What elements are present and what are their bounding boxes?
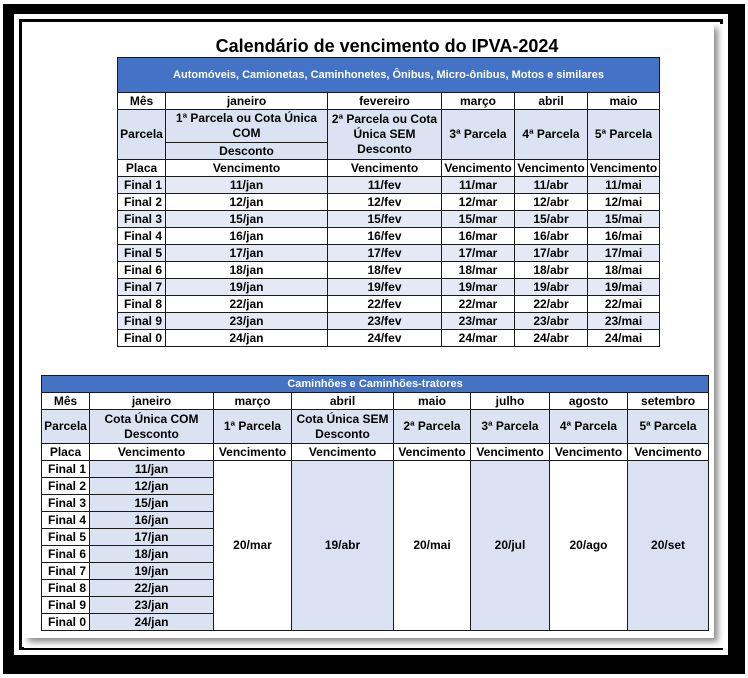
vencimento-cell-abr: 11/abr bbox=[515, 177, 588, 194]
table1-parcela-fev: 2ª Parcela ou Cota Única SEM Desconto bbox=[328, 110, 442, 160]
placa-cell: Final 9 bbox=[118, 313, 166, 330]
vencimento-merged-ago: 20/ago bbox=[550, 461, 628, 631]
vencimento-cell-mai: 15/mai bbox=[588, 211, 660, 228]
table1-venc-label: Vencimento bbox=[328, 160, 442, 177]
table2-placa-label: Placa bbox=[42, 444, 90, 461]
table1-month-mar: março bbox=[442, 93, 515, 110]
table1-month-fev: fevereiro bbox=[328, 93, 442, 110]
vencimento-cell-mai: 19/mai bbox=[588, 279, 660, 296]
table1-venc-label: Vencimento bbox=[515, 160, 588, 177]
table1-venc-label: Vencimento bbox=[442, 160, 515, 177]
vencimento-cell-abr: 15/abr bbox=[515, 211, 588, 228]
vencimento-cell-fev: 16/fev bbox=[328, 228, 442, 245]
vencimento-cell-jan: 17/jan bbox=[90, 529, 214, 546]
page-title: Calendário de vencimento do IPVA-2024 bbox=[215, 36, 559, 56]
table1-placa-label: Placa bbox=[118, 160, 166, 177]
table2-parcela-mar: 1ª Parcela bbox=[214, 410, 292, 444]
table1-venc-label: Vencimento bbox=[588, 160, 660, 177]
table2-mes-label: Mês bbox=[42, 393, 90, 410]
table2-month-mar: março bbox=[214, 393, 292, 410]
placa-cell: Final 2 bbox=[118, 194, 166, 211]
vencimento-cell-mar: 11/mar bbox=[442, 177, 515, 194]
table1-mes-label: Mês bbox=[118, 93, 166, 110]
table2-parcela-jul: 3ª Parcela bbox=[471, 410, 550, 444]
table1-parcela-jan: 1ª Parcela ou Cota Única COM bbox=[166, 110, 328, 143]
vencimento-cell-jan: 18/jan bbox=[90, 546, 214, 563]
vencimento-cell-jan: 11/jan bbox=[166, 177, 328, 194]
vencimento-cell-jan: 16/jan bbox=[90, 512, 214, 529]
vencimento-cell-mai: 18/mai bbox=[588, 262, 660, 279]
table2-month-ago: agosto bbox=[550, 393, 628, 410]
vencimento-cell-mai: 16/mai bbox=[588, 228, 660, 245]
table-automoveis bbox=[117, 57, 660, 347]
vencimento-merged-abr: 19/abr bbox=[292, 461, 394, 631]
table2-parcela-set: 5ª Parcela bbox=[628, 410, 709, 444]
placa-cell: Final 1 bbox=[42, 461, 90, 478]
table1-parcela-mai: 5ª Parcela bbox=[588, 110, 660, 160]
table2-month-jan: janeiro bbox=[90, 393, 214, 410]
table-row bbox=[118, 228, 660, 245]
table-row bbox=[118, 279, 660, 296]
vencimento-cell-mai: 22/mai bbox=[588, 296, 660, 313]
placa-cell: Final 5 bbox=[118, 245, 166, 262]
vencimento-cell-mar: 15/mar bbox=[442, 211, 515, 228]
vencimento-cell-abr: 24/abr bbox=[515, 330, 588, 347]
table1-banner: Automóveis, Camionetas, Caminhonetes, Ônibus, Micro-ônibus, Motos e similares bbox=[118, 58, 660, 93]
vencimento-cell-jan: 19/jan bbox=[166, 279, 328, 296]
vencimento-cell-fev: 23/fev bbox=[328, 313, 442, 330]
vencimento-cell-fev: 15/fev bbox=[328, 211, 442, 228]
table2-parcela-mai: 2ª Parcela bbox=[394, 410, 471, 444]
table2-venc-label: Vencimento bbox=[214, 444, 292, 461]
vencimento-cell-jan: 16/jan bbox=[166, 228, 328, 245]
table2-month-mai: maio bbox=[394, 393, 471, 410]
vencimento-cell-jan: 18/jan bbox=[166, 262, 328, 279]
placa-cell: Final 8 bbox=[118, 296, 166, 313]
table2-venc-label: Vencimento bbox=[550, 444, 628, 461]
vencimento-cell-abr: 19/abr bbox=[515, 279, 588, 296]
table2-venc-label: Vencimento bbox=[471, 444, 550, 461]
vencimento-merged-mar: 20/mar bbox=[214, 461, 292, 631]
vencimento-cell-jan: 22/jan bbox=[90, 580, 214, 597]
vencimento-cell-jan: 24/jan bbox=[90, 614, 214, 631]
placa-cell: Final 9 bbox=[42, 597, 90, 614]
vencimento-cell-mar: 18/mar bbox=[442, 262, 515, 279]
vencimento-cell-mai: 23/mai bbox=[588, 313, 660, 330]
vencimento-cell-jan: 23/jan bbox=[90, 597, 214, 614]
placa-cell: Final 4 bbox=[42, 512, 90, 529]
placa-cell: Final 7 bbox=[42, 563, 90, 580]
placa-cell: Final 6 bbox=[42, 546, 90, 563]
table2-month-jul: julho bbox=[471, 393, 550, 410]
table2-month-abr: abril bbox=[292, 393, 394, 410]
vencimento-cell-fev: 24/fev bbox=[328, 330, 442, 347]
vencimento-cell-mar: 17/mar bbox=[442, 245, 515, 262]
vencimento-cell-mai: 24/mai bbox=[588, 330, 660, 347]
placa-cell: Final 6 bbox=[118, 262, 166, 279]
vencimento-cell-mar: 19/mar bbox=[442, 279, 515, 296]
table2-parcela-jan: Cota Única COM Desconto bbox=[90, 410, 214, 444]
vencimento-merged-jul: 20/jul bbox=[471, 461, 550, 631]
placa-cell: Final 5 bbox=[42, 529, 90, 546]
table2-month-set: setembro bbox=[628, 393, 709, 410]
vencimento-cell-fev: 11/fev bbox=[328, 177, 442, 194]
placa-cell: Final 2 bbox=[42, 478, 90, 495]
vencimento-cell-abr: 16/abr bbox=[515, 228, 588, 245]
vencimento-cell-mai: 17/mai bbox=[588, 245, 660, 262]
vencimento-cell-jan: 15/jan bbox=[166, 211, 328, 228]
vencimento-cell-mar: 22/mar bbox=[442, 296, 515, 313]
vencimento-cell-fev: 17/fev bbox=[328, 245, 442, 262]
vencimento-cell-abr: 12/abr bbox=[515, 194, 588, 211]
vencimento-cell-jan: 23/jan bbox=[166, 313, 328, 330]
vencimento-cell-fev: 22/fev bbox=[328, 296, 442, 313]
table-row bbox=[118, 296, 660, 313]
table2-parcela-ago: 4ª Parcela bbox=[550, 410, 628, 444]
vencimento-cell-fev: 12/fev bbox=[328, 194, 442, 211]
placa-cell: Final 0 bbox=[42, 614, 90, 631]
placa-cell: Final 1 bbox=[118, 177, 166, 194]
vencimento-cell-abr: 22/abr bbox=[515, 296, 588, 313]
placa-cell: Final 0 bbox=[118, 330, 166, 347]
table-row bbox=[118, 177, 660, 194]
vencimento-cell-mai: 11/mai bbox=[588, 177, 660, 194]
placa-cell: Final 4 bbox=[118, 228, 166, 245]
vencimento-cell-jan: 22/jan bbox=[166, 296, 328, 313]
vencimento-merged-mai: 20/mai bbox=[394, 461, 471, 631]
vencimento-cell-mar: 12/mar bbox=[442, 194, 515, 211]
placa-cell: Final 7 bbox=[118, 279, 166, 296]
vencimento-cell-jan: 12/jan bbox=[90, 478, 214, 495]
vencimento-cell-jan: 11/jan bbox=[90, 461, 214, 478]
vencimento-cell-fev: 18/fev bbox=[328, 262, 442, 279]
placa-cell: Final 3 bbox=[118, 211, 166, 228]
vencimento-cell-abr: 18/abr bbox=[515, 262, 588, 279]
table2-venc-label: Vencimento bbox=[628, 444, 709, 461]
table-row bbox=[118, 211, 660, 228]
vencimento-cell-mar: 23/mar bbox=[442, 313, 515, 330]
table1-parcela-jan-desconto: Desconto bbox=[166, 143, 328, 160]
vencimento-cell-jan: 15/jan bbox=[90, 495, 214, 512]
table2-venc-label: Vencimento bbox=[394, 444, 471, 461]
vencimento-cell-jan: 19/jan bbox=[90, 563, 214, 580]
table2-venc-label: Vencimento bbox=[90, 444, 214, 461]
table-row bbox=[118, 194, 660, 211]
placa-cell: Final 8 bbox=[42, 580, 90, 597]
table1-month-mai: maio bbox=[588, 93, 660, 110]
vencimento-cell-mai: 12/mai bbox=[588, 194, 660, 211]
table-row bbox=[118, 313, 660, 330]
vencimento-cell-abr: 23/abr bbox=[515, 313, 588, 330]
vencimento-cell-mar: 24/mar bbox=[442, 330, 515, 347]
table-row bbox=[42, 461, 709, 478]
table2-venc-label: Vencimento bbox=[292, 444, 394, 461]
vencimento-cell-abr: 17/abr bbox=[515, 245, 588, 262]
table1-parcela-label: Parcela bbox=[118, 110, 166, 160]
table2-parcela-abr: Cota Única SEM Desconto bbox=[292, 410, 394, 444]
vencimento-cell-jan: 24/jan bbox=[166, 330, 328, 347]
placa-cell: Final 3 bbox=[42, 495, 90, 512]
table1-month-jan: janeiro bbox=[166, 93, 328, 110]
vencimento-merged-set: 20/set bbox=[628, 461, 709, 631]
table-row bbox=[118, 330, 660, 347]
table2-parcela-label: Parcela bbox=[42, 410, 90, 444]
table-caminhoes bbox=[41, 375, 709, 631]
table1-parcela-abr: 4ª Parcela bbox=[515, 110, 588, 160]
vencimento-cell-mar: 16/mar bbox=[442, 228, 515, 245]
table1-venc-label: Vencimento bbox=[166, 160, 328, 177]
table1-month-abr: abril bbox=[515, 93, 588, 110]
table-row bbox=[118, 245, 660, 262]
table-row bbox=[118, 262, 660, 279]
document-canvas bbox=[24, 24, 724, 648]
vencimento-cell-jan: 12/jan bbox=[166, 194, 328, 211]
vencimento-cell-jan: 17/jan bbox=[166, 245, 328, 262]
table1-parcela-mar: 3ª Parcela bbox=[442, 110, 515, 160]
table2-banner: Caminhões e Caminhões-tratores bbox=[42, 376, 709, 393]
vencimento-cell-fev: 19/fev bbox=[328, 279, 442, 296]
